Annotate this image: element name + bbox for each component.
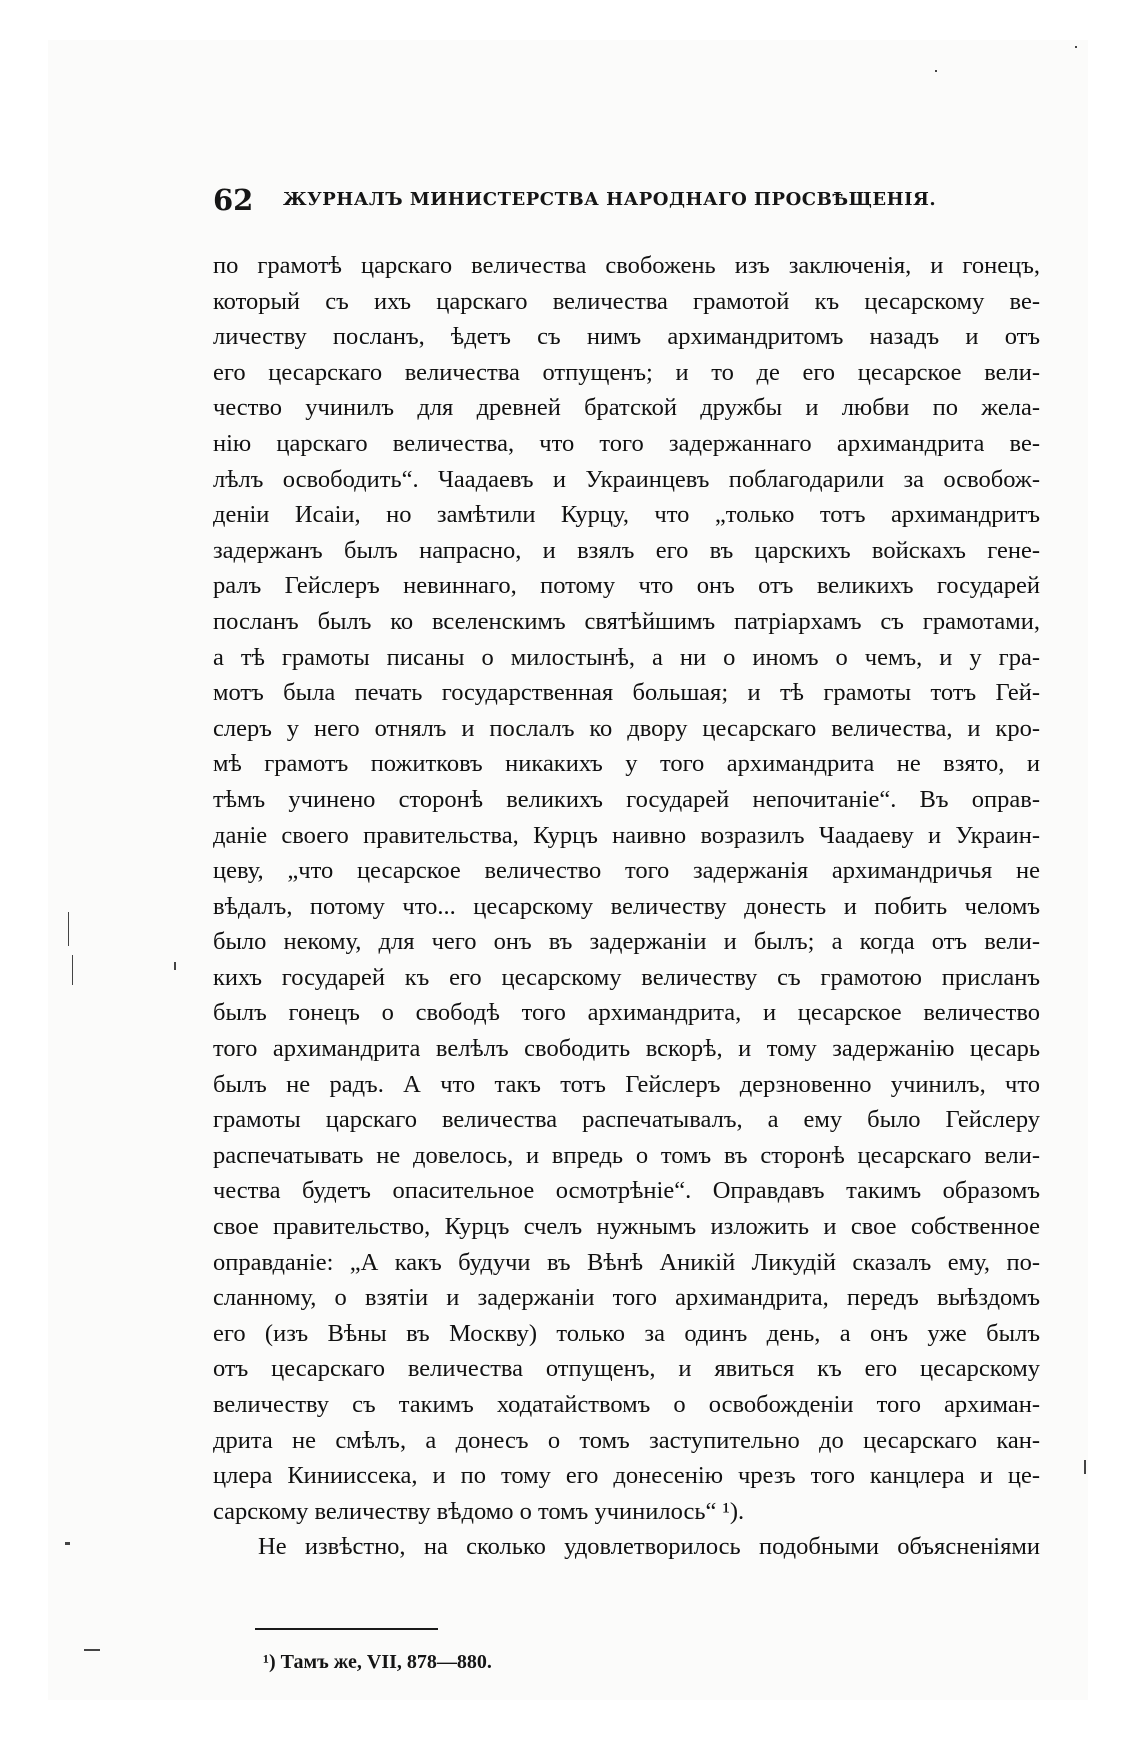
text-line: чество учинилъ для древней братской дружбы и любви по жела- [213, 394, 1040, 422]
text-line: личеству посланъ, ѣдетъ съ нимъ архимандритомъ назадъ и отъ [213, 323, 1040, 351]
margin-mark [174, 962, 176, 970]
text-line: дрита не смѣлъ, а донесъ о томъ заступительно до цесарскаго кан- [213, 1426, 1040, 1454]
page-header [213, 178, 959, 222]
text-line: кихъ государей къ его цесарскому величеству съ грамотою присланъ [213, 963, 1040, 991]
text-line: деніи Исаіи, но замѣтили Курцу, что „только тотъ архимандритъ [213, 501, 1040, 529]
text-line: лѣлъ освободить“. Чаадаевъ и Украинцевъ поблагодарили за освобож- [213, 465, 1040, 493]
text-line: распечатывать не довелось, и впредь о томъ въ сторонѣ цесарскаго вели- [213, 1141, 1040, 1169]
text-line: посланъ былъ ко вселенскимъ святѣйшимъ патріархамъ съ грамотами, [213, 607, 1040, 635]
text-line: мотъ была печать государственная большая; и тѣ грамоты тотъ Гей- [213, 679, 1040, 707]
text-line: ралъ Гейслеръ невиннаго, потому что онъ отъ великихъ государей [213, 572, 1040, 600]
text-line: тѣмъ учинено сторонѣ великихъ государей непочитаніе“. Въ оправ- [213, 785, 1040, 813]
text-line: сланному, о взятіи и задержаніи того архимандрита, передъ выѣздомъ [213, 1284, 1040, 1312]
text-line: мѣ грамотъ пожитковъ никакихъ у того архимандрита не взято, и [213, 750, 1040, 778]
margin-mark [72, 955, 73, 985]
text-line: чества будетъ опасительное осмотрѣніе“. Оправдавъ такимъ образомъ [213, 1177, 1040, 1205]
text-line: который съ ихъ царскаго величества грамотой къ цесарскому ве- [213, 287, 1040, 315]
paragraph-first-line: Не извѣстно, на сколько удовлетворилось подобными объясненіями [258, 1533, 1040, 1561]
text-line: былъ не радъ. А что такъ тотъ Гейслеръ дерзновенно учинилъ, что [213, 1070, 1040, 1098]
text-line: по грамотѣ царскаго величества свобожень изъ заключенія, и гонецъ, [213, 252, 1040, 279]
text-line: былъ гонецъ о свободѣ того архимандрита, и цесарское величество [213, 999, 1040, 1027]
text-line: нію царскаго величества, что того задержаннаго архимандрита ве- [213, 429, 1040, 457]
scan-speck [1075, 46, 1077, 48]
text-line: свое правительство, Курцъ счелъ нужнымъ изложить и свое собственное [213, 1213, 1040, 1241]
text-line: величеству съ такимъ ходатайствомъ о освобожденіи того архиман- [213, 1391, 1040, 1418]
text-line: того архимандрита велѣлъ свободить вскорѣ, и тому задержанію цесарь [213, 1035, 1040, 1063]
text-line: цеву, „что цесарское величество того задержанія архимандричья не [213, 857, 1040, 885]
text-line: а тѣ грамоты писаны о милостынѣ, а ни о иномъ о чемъ, и у гра- [213, 643, 1040, 671]
text-line: его (изъ Вѣны въ Москву) только за одинъ день, а онъ уже былъ [213, 1319, 1040, 1347]
scan-speck [84, 1649, 100, 1651]
text-line: задержанъ былъ напрасно, и взялъ его въ царскихъ войскахъ гене- [213, 536, 1040, 564]
margin-mark [68, 912, 69, 946]
margin-mark [1084, 1460, 1086, 1474]
text-line: его цесарскаго величества отпущенъ; и то де его цесарское вели- [213, 358, 1040, 386]
text-line: вѣдалъ, потому что... цесарскому величеству донесть и побить челомъ [213, 892, 1040, 920]
footnote: ¹) Тамъ же, VII, 878—880. [263, 1651, 492, 1673]
running-head: ЖУРНАЛЪ МИНИСТЕРСТВА НАРОДНАГО ПРОСВѢЩЕНІЯ. [283, 189, 937, 210]
text-line: даніе своего правительства, Курцъ наивно возразилъ Чаадаеву и Украин- [213, 821, 1040, 849]
text-line: слеръ у него отнялъ и послалъ ко двору цесарскаго величества, и кро- [213, 714, 1040, 742]
footnote-rule [255, 1628, 438, 1630]
text-line: оправданіе: „А какъ будучи въ Вѣнѣ Аникій Ликудій сказалъ ему, по- [213, 1248, 1040, 1276]
text-line: цлера Кинииссека, и по тому его донесенію чрезъ того канцлера и це- [213, 1462, 1040, 1490]
text-line: отъ цесарскаго величества отпущенъ, и явиться къ его цесарскому [213, 1355, 1040, 1383]
page-number: 62 [213, 183, 254, 217]
text-line: было некому, для чего онъ въ задержаніи и былъ; а когда отъ вели- [213, 928, 1040, 956]
text-line: сарскому величеству вѣдомо о томъ учинилось“ ¹). [213, 1497, 745, 1525]
scan-speck [65, 1542, 70, 1545]
body-text [213, 248, 1040, 1565]
scan-speck [935, 70, 937, 72]
text-line: грамоты царскаго величества распечатывалъ, а ему было Гейслеру [213, 1106, 1040, 1134]
